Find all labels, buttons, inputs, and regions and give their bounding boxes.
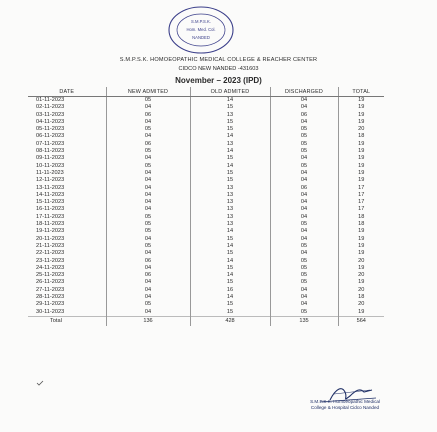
- cell-new-admited: 04: [106, 236, 190, 243]
- cell-new-admited: 04: [106, 287, 190, 294]
- total-new-admited: 136: [106, 316, 190, 326]
- table-header-row: [28, 87, 384, 97]
- cell-discharged: 04: [270, 301, 338, 308]
- cell-discharged: 04: [270, 177, 338, 184]
- cell-new-admited: 04: [106, 309, 190, 317]
- cell-new-admited: 04: [106, 133, 190, 140]
- table-body: [28, 97, 384, 326]
- cell-old-admited: 13: [190, 112, 270, 119]
- cell-total: 19: [338, 177, 384, 184]
- cell-discharged: 05: [270, 272, 338, 279]
- cell-date: 14-11-2023: [36, 191, 65, 198]
- cell-old-admited: 15: [190, 126, 270, 133]
- table-row: [28, 177, 384, 184]
- cell-date: 10-11-2023: [36, 162, 65, 169]
- cell-date: 05-11-2023: [36, 126, 65, 133]
- cell-old-admited: 15: [190, 301, 270, 308]
- cell-old-admited: 14: [190, 294, 270, 301]
- cell-total: 19: [338, 309, 384, 317]
- cell-discharged: 05: [270, 258, 338, 265]
- cell-new-admited: 05: [106, 243, 190, 250]
- cell-new-admited: 04: [106, 177, 190, 184]
- total-label: Total: [28, 316, 106, 326]
- cell-new-admited: 04: [106, 279, 190, 286]
- cell-date: 04-11-2023: [36, 118, 65, 125]
- cell-old-admited: 15: [190, 265, 270, 272]
- table-row: [28, 97, 384, 105]
- cell-date: 02-11-2023: [36, 104, 65, 111]
- cell-discharged: 05: [270, 148, 338, 155]
- cell-date: 25-11-2023: [36, 272, 65, 279]
- cell-old-admited: 14: [190, 133, 270, 140]
- cell-new-admited: 04: [106, 155, 190, 162]
- cell-old-admited: 14: [190, 163, 270, 170]
- cell-new-admited: 04: [106, 250, 190, 257]
- cell-total: 17: [338, 185, 384, 192]
- cell-old-admited: 13: [190, 199, 270, 206]
- table-row: [28, 250, 384, 257]
- signature-line-2: College & Hospital Cidco Nanded: [310, 405, 380, 410]
- cell-total: 18: [338, 214, 384, 221]
- cell-new-admited: 05: [106, 163, 190, 170]
- col-header-date: DATE: [28, 87, 106, 97]
- cell-old-admited: 15: [190, 309, 270, 317]
- total-total: 564: [338, 316, 384, 326]
- table-row: [28, 199, 384, 206]
- cell-new-admited: 04: [106, 294, 190, 301]
- cell-date: 15-11-2023: [36, 199, 65, 206]
- table-row: [28, 185, 384, 192]
- tick-mark: [36, 380, 44, 386]
- cell-total: 19: [338, 155, 384, 162]
- table-row: [28, 258, 384, 265]
- cell-date: 17-11-2023: [36, 213, 65, 220]
- cell-date: 23-11-2023: [36, 257, 65, 264]
- table-row: [28, 126, 384, 133]
- cell-old-admited: 13: [190, 206, 270, 213]
- cell-new-admited: 06: [106, 258, 190, 265]
- cell-new-admited: 06: [106, 272, 190, 279]
- table-row: [28, 155, 384, 162]
- college-stamp: [166, 4, 236, 56]
- cell-new-admited: 04: [106, 119, 190, 126]
- cell-total: 20: [338, 287, 384, 294]
- cell-total: 19: [338, 279, 384, 286]
- table-row: [28, 279, 384, 286]
- cell-new-admited: 04: [106, 206, 190, 213]
- cell-date: 16-11-2023: [36, 206, 65, 213]
- cell-date: 08-11-2023: [36, 148, 65, 155]
- college-address: CIDCO NEW NANDED -431603: [178, 66, 259, 72]
- cell-total: 19: [338, 97, 384, 105]
- cell-date: 18-11-2023: [36, 221, 65, 228]
- table-row: [28, 243, 384, 250]
- cell-discharged: 04: [270, 199, 338, 206]
- cell-date: 12-11-2023: [36, 177, 65, 184]
- cell-total: 19: [338, 163, 384, 170]
- table-row: [28, 228, 384, 235]
- cell-old-admited: 15: [190, 104, 270, 111]
- cell-new-admited: 05: [106, 97, 190, 105]
- cell-total: 19: [338, 141, 384, 148]
- table-row: [28, 272, 384, 279]
- cell-old-admited: 13: [190, 185, 270, 192]
- cell-discharged: 04: [270, 250, 338, 257]
- cell-total: 17: [338, 206, 384, 213]
- cell-new-admited: 05: [106, 126, 190, 133]
- cell-date: 20-11-2023: [36, 235, 65, 242]
- stamp-line-3: NANDED: [192, 35, 210, 40]
- col-header-discharged: DISCHARGED: [270, 87, 338, 97]
- cell-old-admited: 14: [190, 148, 270, 155]
- cell-discharged: 04: [270, 170, 338, 177]
- cell-total: 19: [338, 119, 384, 126]
- cell-date: 09-11-2023: [36, 155, 65, 162]
- cell-total: 19: [338, 243, 384, 250]
- cell-total: 19: [338, 228, 384, 235]
- cell-discharged: 05: [270, 279, 338, 286]
- cell-date: 29-11-2023: [36, 301, 65, 308]
- cell-total: 18: [338, 133, 384, 140]
- cell-old-admited: 16: [190, 287, 270, 294]
- cell-total: 20: [338, 301, 384, 308]
- cell-discharged: 04: [270, 104, 338, 111]
- cell-date: 19-11-2023: [36, 228, 65, 235]
- cell-date: 28-11-2023: [36, 294, 65, 301]
- table-row: [28, 236, 384, 243]
- cell-old-admited: 14: [190, 97, 270, 105]
- signature-line-1: S.M.P.S.K. Homoeopathic Medical: [310, 399, 380, 404]
- cell-new-admited: 05: [106, 228, 190, 235]
- col-header-new-admited: NEW ADMITED: [106, 87, 190, 97]
- table-row: [28, 301, 384, 308]
- table-row: [28, 119, 384, 126]
- signature-scribble: [290, 378, 410, 418]
- table-row: [28, 309, 384, 317]
- table-row: [28, 112, 384, 119]
- cell-total: 19: [338, 250, 384, 257]
- cell-discharged: 06: [270, 185, 338, 192]
- cell-date: 13-11-2023: [36, 184, 65, 191]
- cell-old-admited: 13: [190, 192, 270, 199]
- cell-total: 17: [338, 199, 384, 206]
- cell-discharged: 04: [270, 228, 338, 235]
- cell-new-admited: 04: [106, 104, 190, 111]
- cell-discharged: 05: [270, 243, 338, 250]
- cell-total: 19: [338, 265, 384, 272]
- cell-discharged: 05: [270, 126, 338, 133]
- table-row: [28, 163, 384, 170]
- cell-date: 30-11-2023: [36, 308, 65, 315]
- cell-total: 18: [338, 294, 384, 301]
- cell-discharged: 04: [270, 294, 338, 301]
- cell-discharged: 04: [270, 192, 338, 199]
- cell-old-admited: 15: [190, 177, 270, 184]
- totals-row: [28, 316, 384, 326]
- cell-date: 26-11-2023: [36, 279, 65, 286]
- cell-old-admited: 13: [190, 221, 270, 228]
- cell-discharged: 04: [270, 119, 338, 126]
- cell-discharged: 04: [270, 155, 338, 162]
- report-title: November – 2023 (IPD): [175, 76, 262, 85]
- table-row: [28, 214, 384, 221]
- cell-new-admited: 05: [106, 301, 190, 308]
- cell-date: 06-11-2023: [36, 133, 65, 140]
- cell-total: 19: [338, 104, 384, 111]
- stamp-line-2: Hom. Med. Col.: [186, 27, 216, 32]
- cell-total: 20: [338, 272, 384, 279]
- cell-new-admited: 05: [106, 221, 190, 228]
- cell-old-admited: 15: [190, 279, 270, 286]
- cell-old-admited: 15: [190, 155, 270, 162]
- cell-discharged: 04: [270, 206, 338, 213]
- table-row: [28, 265, 384, 272]
- cell-date: 21-11-2023: [36, 242, 65, 249]
- table-row: [28, 104, 384, 111]
- cell-discharged: 05: [270, 163, 338, 170]
- cell-old-admited: 15: [190, 236, 270, 243]
- cell-total: 19: [338, 148, 384, 155]
- cell-total: 19: [338, 170, 384, 177]
- cell-old-admited: 13: [190, 214, 270, 221]
- cell-date: 03-11-2023: [36, 111, 65, 118]
- cell-discharged: 04: [270, 97, 338, 105]
- col-header-total: TOTAL: [338, 87, 384, 97]
- col-header-old-admited: OLD ADMITED: [190, 87, 270, 97]
- cell-total: 18: [338, 221, 384, 228]
- cell-total: 19: [338, 236, 384, 243]
- college-name: S.M.P.S.K. HOMOEOPATHIC MEDICAL COLLEGE & REACHER CENTER: [119, 57, 318, 63]
- cell-date: 22-11-2023: [36, 250, 65, 257]
- total-old-admited: 428: [190, 316, 270, 326]
- cell-new-admited: 04: [106, 185, 190, 192]
- table-row: [28, 287, 384, 294]
- cell-new-admited: 06: [106, 141, 190, 148]
- cell-old-admited: 14: [190, 258, 270, 265]
- total-discharged: 135: [270, 316, 338, 326]
- table-row: [28, 170, 384, 177]
- cell-discharged: 04: [270, 214, 338, 221]
- cell-new-admited: 05: [106, 214, 190, 221]
- ipd-table: [28, 87, 384, 326]
- cell-old-admited: 14: [190, 243, 270, 250]
- table-row: [28, 133, 384, 140]
- cell-date: 01-11-2023: [36, 97, 65, 103]
- cell-date: 07-11-2023: [36, 140, 65, 147]
- cell-new-admited: 05: [106, 148, 190, 155]
- table-row: [28, 192, 384, 199]
- cell-new-admited: 04: [106, 170, 190, 177]
- table-row: [28, 294, 384, 301]
- cell-new-admited: 04: [106, 192, 190, 199]
- cell-total: 20: [338, 258, 384, 265]
- cell-old-admited: 15: [190, 119, 270, 126]
- cell-new-admited: 06: [106, 112, 190, 119]
- table-row: [28, 206, 384, 213]
- cell-old-admited: 15: [190, 170, 270, 177]
- table-row: [28, 221, 384, 228]
- table-row: [28, 141, 384, 148]
- cell-total: 17: [338, 192, 384, 199]
- cell-total: 20: [338, 126, 384, 133]
- cell-old-admited: 13: [190, 141, 270, 148]
- cell-old-admited: 14: [190, 228, 270, 235]
- cell-discharged: 04: [270, 236, 338, 243]
- cell-total: 19: [338, 112, 384, 119]
- cell-date: 27-11-2023: [36, 286, 65, 293]
- table-row: [28, 148, 384, 155]
- cell-discharged: 06: [270, 112, 338, 119]
- cell-discharged: 05: [270, 309, 338, 317]
- cell-discharged: 05: [270, 133, 338, 140]
- cell-date: 24-11-2023: [36, 264, 65, 271]
- cell-new-admited: 04: [106, 199, 190, 206]
- cell-discharged: 05: [270, 221, 338, 228]
- cell-discharged: 05: [270, 141, 338, 148]
- cell-discharged: 04: [270, 287, 338, 294]
- cell-discharged: 05: [270, 265, 338, 272]
- stamp-line-1: S.M.P.S.K.: [191, 19, 211, 24]
- cell-old-admited: 15: [190, 250, 270, 257]
- cell-new-admited: 04: [106, 265, 190, 272]
- cell-old-admited: 14: [190, 272, 270, 279]
- cell-date: 11-11-2023: [36, 169, 64, 176]
